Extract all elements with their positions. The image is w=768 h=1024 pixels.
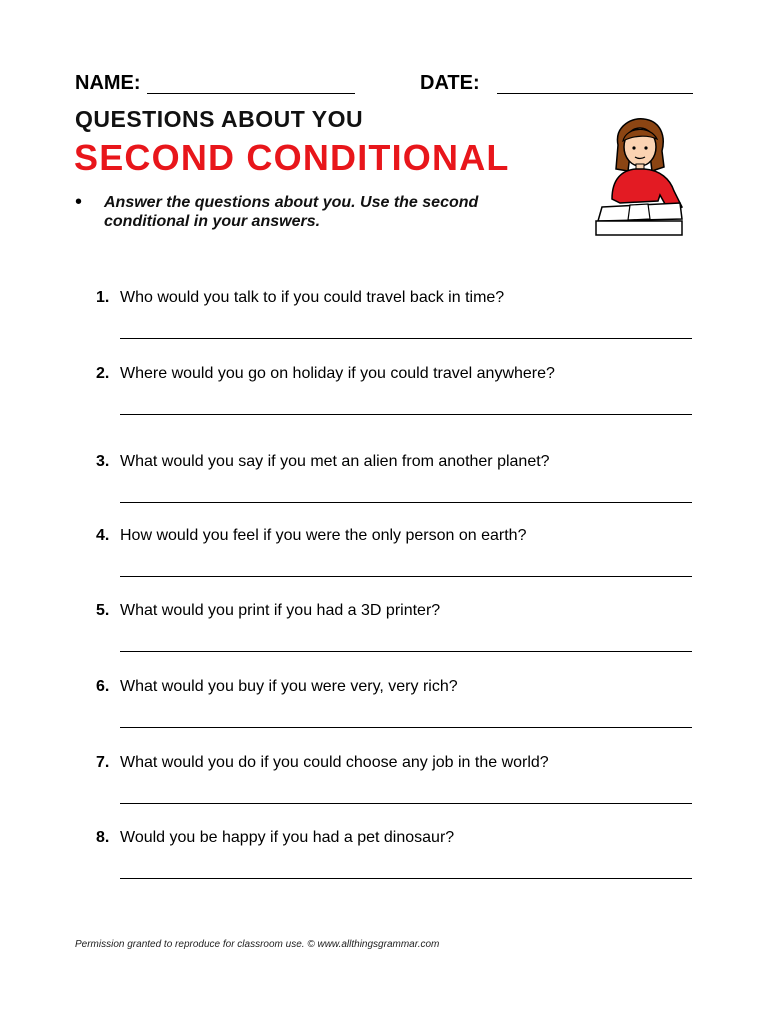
question-text: What would you do if you could choose any job in the world? [120,754,549,771]
question-item [96,678,696,738]
date-field[interactable] [497,93,693,94]
girl-writing-at-desk-icon [590,115,690,240]
question-text: Where would you go on holiday if you could travel anywhere? [120,365,555,382]
page-title: SECOND CONDITIONAL [74,137,510,178]
question-number: 4. [96,527,110,544]
answer-line[interactable] [120,576,692,577]
question-number: 1. [96,289,110,306]
answer-line[interactable] [120,651,692,652]
question-item [96,527,696,587]
answer-line[interactable] [120,338,692,339]
bullet: • [75,191,83,213]
question-item [96,602,696,662]
answer-line[interactable] [120,414,692,415]
answer-line[interactable] [120,878,692,879]
answer-line[interactable] [120,502,692,503]
answer-line[interactable] [120,727,692,728]
question-item [96,754,696,814]
question-text: Would you be happy if you had a pet dinosaur? [120,829,455,846]
question-text: How would you feel if you were the only person on earth? [120,527,527,544]
question-number: 7. [96,754,110,771]
question-number: 2. [96,365,110,382]
question-item [96,289,696,349]
name-label: NAME: [75,72,141,94]
answer-line[interactable] [120,803,692,804]
question-text: Who would you talk to if you could travel back in time? [120,289,505,306]
subtitle: QUESTIONS ABOUT YOU [75,106,364,132]
question-number: 5. [96,602,110,619]
question-item [96,829,696,889]
question-number: 3. [96,453,110,470]
question-text: What would you say if you met an alien from another planet? [120,453,550,470]
question-item [96,365,696,425]
question-number: 8. [96,829,110,846]
question-text: What would you print if you had a 3D printer? [120,602,441,619]
footer-permission: Permission granted to reproduce for classroom use. © www.allthingsgrammar.com [75,939,440,950]
question-item [96,453,696,513]
question-text: What would you buy if you were very, very rich? [120,678,458,695]
header-row [75,72,695,98]
instruction-text: Answer the questions about you. Use the second conditional in your answers. [104,194,479,230]
date-label: DATE: [420,72,480,94]
name-field[interactable] [147,93,355,94]
question-number: 6. [96,678,110,695]
